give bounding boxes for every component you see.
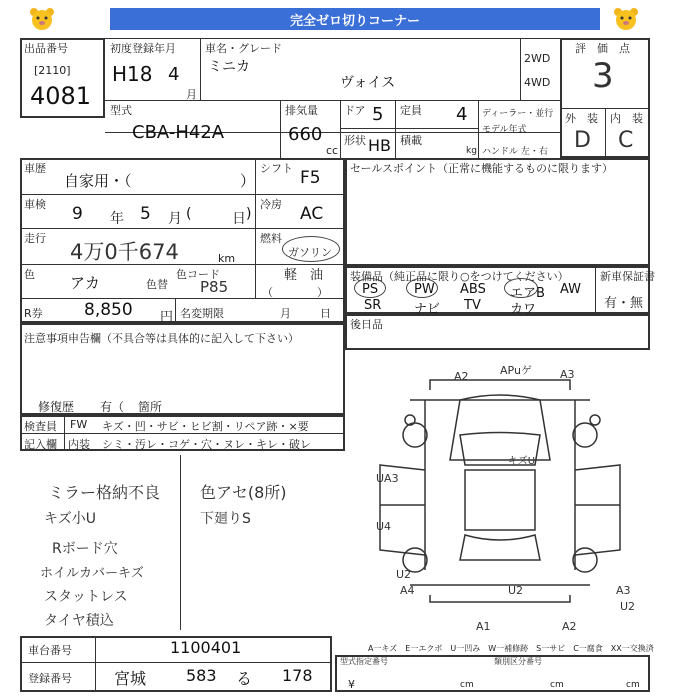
- note-under: 下廻りS: [200, 511, 251, 527]
- recorder-label: 記入欄: [24, 438, 57, 451]
- doors-value: 5: [372, 104, 384, 125]
- color-value: アカ: [70, 274, 100, 292]
- car-diagram: [350, 350, 650, 640]
- recycle-label: R券: [24, 307, 43, 320]
- fuel-diesel: 軽 油: [284, 268, 324, 283]
- category-label: 類別区分番号: [494, 657, 542, 666]
- mark-a2-rear: A2: [562, 620, 577, 633]
- equip-abs: ABS: [460, 282, 486, 297]
- mark-a3-right: A3: [616, 584, 631, 597]
- note-mirror: ミラー格納不良: [48, 483, 161, 502]
- mark-u2-left: U2: [396, 568, 412, 581]
- history-label: 車歴: [24, 162, 46, 175]
- handle-label: ハンドル 左・右: [482, 147, 548, 157]
- backseat-box: [345, 314, 650, 350]
- equip-pw: PW: [414, 282, 435, 297]
- reg-class: 583: [186, 666, 217, 685]
- equip-aw: AW: [560, 282, 582, 297]
- cm-1: cm: [460, 680, 474, 690]
- inspect-day-close: ): [246, 206, 252, 222]
- mark-apu: APuゲ: [500, 364, 532, 377]
- fuel-paren: （ ）: [262, 286, 328, 299]
- color-code-label: 色コード: [176, 268, 220, 281]
- note-rboard: Rボード穴: [52, 541, 118, 557]
- interior-grade: C: [618, 128, 634, 153]
- note-scratch: キズ小U: [44, 511, 96, 527]
- repair-place: 箇所: [138, 400, 163, 414]
- car-name-label: 車名・グレード: [205, 42, 282, 55]
- doors-label: ドア: [344, 104, 366, 117]
- pw-circle: [406, 278, 438, 298]
- notes-title: 注意事項申告欄（不具合等は具体的に記入して下さい）: [24, 332, 299, 345]
- backseat-label: 後日品: [350, 318, 383, 331]
- tsuki-label: 月: [168, 211, 182, 227]
- reg-era: H18: [112, 62, 153, 86]
- sales-point-label: セールスポイント（正常に機能するものに限ります）: [350, 162, 614, 175]
- inspector-row2: シミ・汚レ・コゲ・穴・ヌレ・キレ・破レ: [102, 438, 311, 451]
- note-studless: スタットレス: [44, 589, 128, 605]
- repair-history-label: 修復歴: [38, 400, 75, 414]
- capacity-value: 4: [456, 104, 468, 125]
- mark-roof: キズU: [508, 456, 536, 467]
- note-tire: タイヤ積込: [44, 613, 114, 629]
- mark-u4: U4: [376, 520, 392, 533]
- equip-tv: TV: [464, 298, 481, 313]
- mark-a3-top: A3: [560, 368, 575, 381]
- inspection-label: 車検: [24, 198, 46, 211]
- shift-label: シフト: [260, 162, 293, 175]
- reg-month-label: 月: [186, 88, 197, 101]
- nen-label: 年: [110, 211, 124, 227]
- warranty-label: 新車保証書: [600, 270, 655, 283]
- hi-label: 日: [232, 211, 246, 227]
- load-label: 積載: [400, 134, 422, 147]
- repair-yes: 有（: [100, 400, 125, 414]
- aircon-label: 冷房: [260, 198, 282, 211]
- mark-a4: A4: [400, 584, 415, 597]
- score-value: 3: [592, 56, 614, 96]
- fw-label: FW: [70, 418, 88, 431]
- yen-mark: ¥: [348, 678, 355, 691]
- kg-label: kg: [466, 146, 477, 156]
- inspect-year: 9: [72, 204, 83, 224]
- cm-2: cm: [550, 680, 564, 690]
- color-label: 色: [24, 268, 35, 281]
- ps-circle: [354, 278, 386, 298]
- aircon-value: AC: [300, 204, 324, 224]
- displacement-label: 排気量: [285, 104, 318, 117]
- reg-place: 宮城: [114, 669, 147, 688]
- exterior-grade: D: [574, 128, 591, 153]
- model-value: CBA-H42A: [132, 122, 225, 143]
- note-fade: 色アセ(8所): [200, 483, 287, 502]
- vin-value: 1100401: [170, 638, 242, 657]
- car-grade: ヴォイス: [340, 75, 396, 91]
- km-label: km: [218, 252, 236, 265]
- mark-a2-top: A2: [454, 370, 469, 383]
- score-label: 評 価 点: [575, 42, 630, 55]
- equip-leather: カワ: [510, 302, 537, 317]
- mark-ua3: UA3: [376, 472, 399, 485]
- fuel-label: 燃料: [260, 232, 282, 245]
- reg-num: 178: [282, 666, 313, 685]
- shift-value: F5: [300, 168, 321, 188]
- displacement-value: 660: [288, 124, 323, 145]
- naiso-label: 内装: [68, 438, 90, 451]
- vin-label: 車台番号: [28, 644, 72, 657]
- note-wheelcover: ホイルカバーキズ: [40, 566, 144, 581]
- en-label: 円: [160, 310, 174, 325]
- name-change-month: 月: [280, 307, 291, 320]
- model-label: 型式: [110, 104, 132, 117]
- car-name: ミニカ: [208, 59, 250, 75]
- dealer-label: ディーラー・並行: [482, 109, 554, 119]
- wd2-label: 2WD: [524, 52, 551, 65]
- name-change-day: 日: [320, 307, 331, 320]
- inspector-label: 検査員: [24, 420, 57, 433]
- model-year-label: モデル年式: [482, 125, 527, 135]
- body-value: HB: [368, 136, 392, 155]
- inspect-day-open: (: [186, 206, 192, 222]
- cc-label: cc: [326, 144, 339, 157]
- reg-kana: る: [236, 669, 253, 688]
- mileage-label: 走行: [24, 232, 46, 245]
- designation-label: 型式指定番号: [340, 657, 388, 666]
- bear-logo-left-icon: [28, 5, 56, 33]
- warranty-value: 有・無: [604, 296, 644, 311]
- body-label: 形状: [344, 134, 366, 147]
- banner: 完全ゼロ切りコーナー: [110, 8, 600, 30]
- inspector-row1: キズ・凹・サビ・ヒビ割・リペア跡・×要: [102, 420, 309, 433]
- reg-no-label: 登録番号: [28, 672, 72, 685]
- legend: A一キズ E一エクボ U一凹み W一補修跡 S一サビ C一腐食 XX一交換済: [368, 644, 654, 653]
- airbag-circle: [504, 278, 538, 298]
- equip-airbag: エアB: [510, 286, 545, 301]
- fuel-circle: [282, 236, 340, 262]
- mark-a1: A1: [476, 620, 491, 633]
- lot-label: 出品番号: [24, 42, 68, 55]
- interior-label: 内 装: [610, 112, 643, 125]
- lot-number: 4081: [30, 82, 92, 110]
- equip-navi: ナビ: [414, 302, 441, 317]
- mileage-value: 4万0千674: [70, 240, 179, 264]
- cm-3: cm: [626, 680, 640, 690]
- lot-prefix: [2110]: [34, 64, 71, 77]
- wd4-label: 4WD: [524, 76, 551, 89]
- name-change-label: 名変期限: [180, 307, 224, 320]
- first-reg-label: 初度登録年月: [110, 42, 176, 55]
- color-code-value: P85: [200, 278, 229, 296]
- mark-u2-right: U2: [620, 600, 636, 613]
- recycle-value: 8,850: [84, 300, 133, 320]
- equip-sr: SR: [364, 298, 382, 313]
- color-change-label: 色替: [146, 278, 168, 291]
- equip-ps: PS: [362, 282, 379, 297]
- history-close: ）: [240, 172, 256, 190]
- history-value: 自家用・（: [64, 172, 132, 190]
- capacity-label: 定員: [400, 104, 422, 117]
- bear-logo-right-icon: [612, 5, 640, 33]
- reg-month: 4: [168, 64, 180, 85]
- fuel-gas: ガソリン: [288, 246, 332, 259]
- mark-u2-rear: U2: [508, 584, 524, 597]
- inspect-month: 5: [140, 204, 151, 224]
- exterior-label: 外 装: [565, 112, 598, 125]
- equipment-label: 装備品（純正品に限り○をつけてください）: [350, 270, 569, 283]
